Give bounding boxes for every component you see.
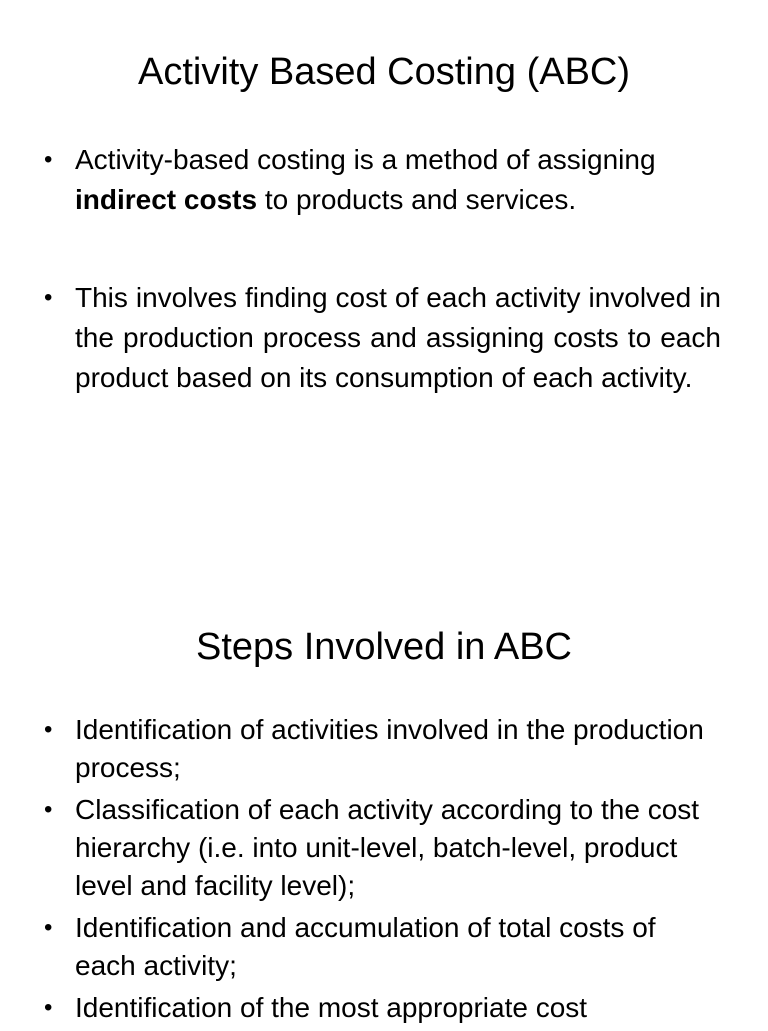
bullet-item-process [44,278,721,398]
step-item [44,909,721,985]
bullet-text-post: to products and services. [257,184,577,215]
slide-title-steps: Steps Involved in ABC [196,626,572,668]
bullet-icon: • [44,994,53,1021]
bullet-icon: • [44,146,53,173]
step-item [44,989,721,1027]
bullet-icon: • [44,796,53,823]
steps-bullet-list [44,711,721,1031]
step-text: Identification of the most appropriate cost [75,992,588,1023]
slide-title-abc: Activity Based Costing (ABC) [137,51,631,93]
bullet-icon: • [44,914,53,941]
step-text: Classification of each activity according to the cost hierarchy (i.e. into unit-level, batch-level, product level and facility level); [75,794,700,901]
bullet-text-pre: Activity-based costing is a method of assigning [75,144,656,175]
bullet-text: This involves finding cost of each activity involved in the production process and assigning costs to each product based on its consumption of each activity. [75,282,721,393]
definition-bullet-list [44,140,721,398]
step-text: Identification of activities involved in the production process; [75,714,704,783]
step-item [44,791,721,905]
bullet-text-bold: indirect costs [75,184,258,215]
bullet-icon: • [44,284,53,311]
step-item [44,711,721,787]
bullet-item-definition [44,140,721,220]
step-text: Identification and accumulation of total costs of each activity; [75,912,656,981]
bullet-icon: • [44,716,53,743]
